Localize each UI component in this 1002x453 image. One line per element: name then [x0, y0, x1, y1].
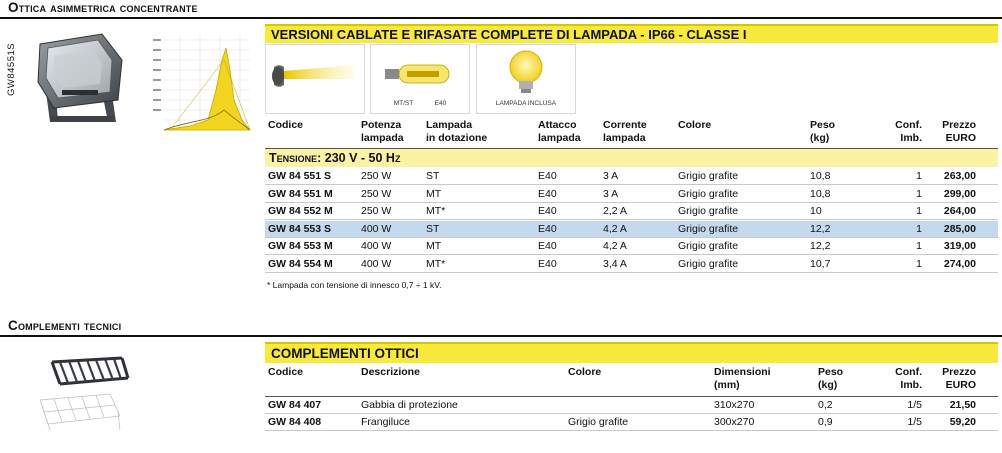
- cell-peso: 10,7: [810, 258, 831, 270]
- cell-colore: Grigio grafite: [678, 205, 739, 218]
- cell-potenza: 400 W: [361, 240, 392, 253]
- header-lampada: Lampada in dotazione: [426, 119, 488, 144]
- cell-prezzo: 274,00: [943, 258, 976, 270]
- cell-descrizione: Gabbia di protezione: [361, 399, 458, 411]
- cell-prezzo: 21,50: [949, 399, 976, 411]
- table-row: [265, 168, 998, 185]
- header-peso: Peso (kg): [810, 119, 836, 144]
- cell-codice: GW 84 552 M: [268, 205, 333, 218]
- cell-corrente: 4,2 A: [603, 222, 627, 235]
- cell-potenza: 250 W: [361, 205, 392, 218]
- icon-box-beam: [265, 44, 365, 114]
- cell-corrente: 4,2 A: [603, 240, 627, 253]
- cell-attacco: E40: [538, 187, 557, 200]
- cell-corrente: 3 A: [603, 187, 619, 200]
- cell-peso: 10,8: [810, 187, 831, 200]
- cell-dimensioni: 310x270: [714, 399, 755, 411]
- lamp-tube-icon: [371, 45, 469, 95]
- lamp-socket-caption: E40: [434, 100, 447, 107]
- cell-prezzo: 59,20: [949, 416, 976, 428]
- cell-potenza: 250 W: [361, 187, 392, 200]
- tension-subheader: Tensione: 230 V - 50 Hz: [265, 149, 998, 167]
- section-rule-1: [0, 17, 1002, 19]
- cell-prezzo: 319,00: [943, 240, 976, 253]
- cell-potenza: 400 W: [361, 258, 392, 270]
- cell-attacco: E40: [538, 205, 557, 218]
- table-row: [265, 238, 998, 255]
- header2-conf: Conf. Imb.: [895, 366, 922, 391]
- header-conf: Conf. Imb.: [895, 119, 922, 144]
- cell-peso: 12,2: [810, 222, 831, 235]
- section-rule-2: [0, 335, 1002, 337]
- section-title-ottica: Ottica asimmetrica concentrante: [8, 0, 198, 15]
- cell-prezzo: 264,00: [943, 205, 976, 218]
- cell-codice: GW 84 553 S: [268, 222, 332, 235]
- header-colore: Colore: [678, 119, 712, 131]
- cell-colore: Grigio grafite: [678, 170, 739, 182]
- icon-box-bulb: [476, 44, 576, 114]
- table-row: [265, 256, 998, 273]
- header2-colore: Colore: [568, 366, 602, 378]
- lamp-type-caption: MT/ST: [393, 100, 414, 107]
- cell-attacco: E40: [538, 170, 557, 182]
- cell-peso: 10: [810, 205, 822, 218]
- cell-prezzo: 299,00: [943, 187, 976, 200]
- cell-colore: Grigio grafite: [568, 416, 629, 428]
- floodlight-product-image: [32, 30, 127, 125]
- icon-box-lamp: [370, 44, 470, 114]
- cell-conf: 1: [916, 187, 922, 200]
- table-row: [265, 221, 998, 238]
- cell-prezzo: 263,00: [943, 170, 976, 182]
- cell-conf: 1: [916, 205, 922, 218]
- cell-colore: Grigio grafite: [678, 222, 739, 235]
- cell-conf: 1: [916, 258, 922, 270]
- header2-descrizione: Descrizione: [361, 366, 420, 378]
- cell-potenza: 250 W: [361, 170, 392, 182]
- cell-conf: 1/5: [907, 399, 922, 411]
- bulb-icon: [477, 45, 575, 97]
- bar-versioni-cablate: VERSIONI CABLATE E RIFASATE COMPLETE DI LAMPADA - IP66 - CLASSE I: [265, 24, 998, 43]
- footnote: * Lampada con tensione di innesco 0,7 ÷ 1 kV.: [267, 280, 442, 290]
- cell-conf: 1: [916, 170, 922, 182]
- cell-dimensioni: 300x270: [714, 416, 755, 428]
- cell-attacco: E40: [538, 222, 557, 235]
- cell-peso: 0,9: [818, 416, 833, 428]
- header-prezzo: Prezzo EURO: [942, 119, 976, 144]
- light-beam-icon: [266, 45, 364, 113]
- cell-lampada: MT*: [426, 258, 446, 270]
- protection-grid-image: [30, 350, 130, 440]
- cell-peso: 10,8: [810, 170, 831, 182]
- header-corrente: Corrente lampada: [603, 119, 647, 144]
- section-title-complementi: Complementi tecnici: [8, 318, 122, 333]
- photometric-diagram: [150, 30, 255, 135]
- cell-descrizione: Frangiluce: [361, 416, 411, 428]
- header-codice: Codice: [268, 119, 304, 131]
- table-row: [265, 186, 998, 203]
- cell-lampada: MT*: [426, 205, 446, 218]
- cell-potenza: 400 W: [361, 222, 392, 235]
- cell-codice: GW 84 408: [268, 416, 322, 428]
- cell-corrente: 3,4 A: [603, 258, 627, 270]
- header-potenza: Potenza lampada: [361, 119, 404, 144]
- cell-codice: GW 84 553 M: [268, 240, 333, 253]
- cell-codice: GW 84 551 M: [268, 187, 333, 200]
- cell-colore: Grigio grafite: [678, 258, 739, 270]
- header-attacco: Attacco lampada: [538, 119, 581, 144]
- cell-corrente: 3 A: [603, 170, 619, 182]
- header2-prezzo: Prezzo EURO: [942, 366, 976, 391]
- cell-lampada: MT: [426, 187, 442, 200]
- bulb-caption: LAMPADA INCLUSA: [495, 100, 557, 107]
- cell-peso: 12,2: [810, 240, 831, 253]
- cell-colore: Grigio grafite: [678, 240, 739, 253]
- table-row: [265, 203, 998, 220]
- table-row: [265, 414, 998, 431]
- table-row: [265, 397, 998, 414]
- cell-codice: GW 84 554 M: [268, 258, 333, 270]
- cell-attacco: E40: [538, 240, 557, 253]
- bar-complementi-ottici: COMPLEMENTI OTTICI: [265, 342, 998, 363]
- header2-peso: Peso (kg): [818, 366, 844, 391]
- cell-lampada: ST: [426, 222, 440, 235]
- cell-codice: GW 84 551 S: [268, 170, 332, 182]
- cell-lampada: ST: [426, 170, 440, 182]
- cell-conf: 1: [916, 240, 922, 253]
- header2-codice: Codice: [268, 366, 304, 378]
- cell-codice: GW 84 407: [268, 399, 322, 411]
- cell-attacco: E40: [538, 258, 557, 270]
- cell-lampada: MT: [426, 240, 442, 253]
- cell-conf: 1/5: [907, 416, 922, 428]
- vertical-product-code: GW84551S: [6, 42, 17, 96]
- cell-corrente: 2,2 A: [603, 205, 627, 218]
- cell-peso: 0,2: [818, 399, 833, 411]
- cell-colore: Grigio grafite: [678, 187, 739, 200]
- cell-conf: 1: [916, 222, 922, 235]
- cell-prezzo: 285,00: [943, 222, 976, 235]
- header2-dimensioni: Dimensioni (mm): [714, 366, 771, 391]
